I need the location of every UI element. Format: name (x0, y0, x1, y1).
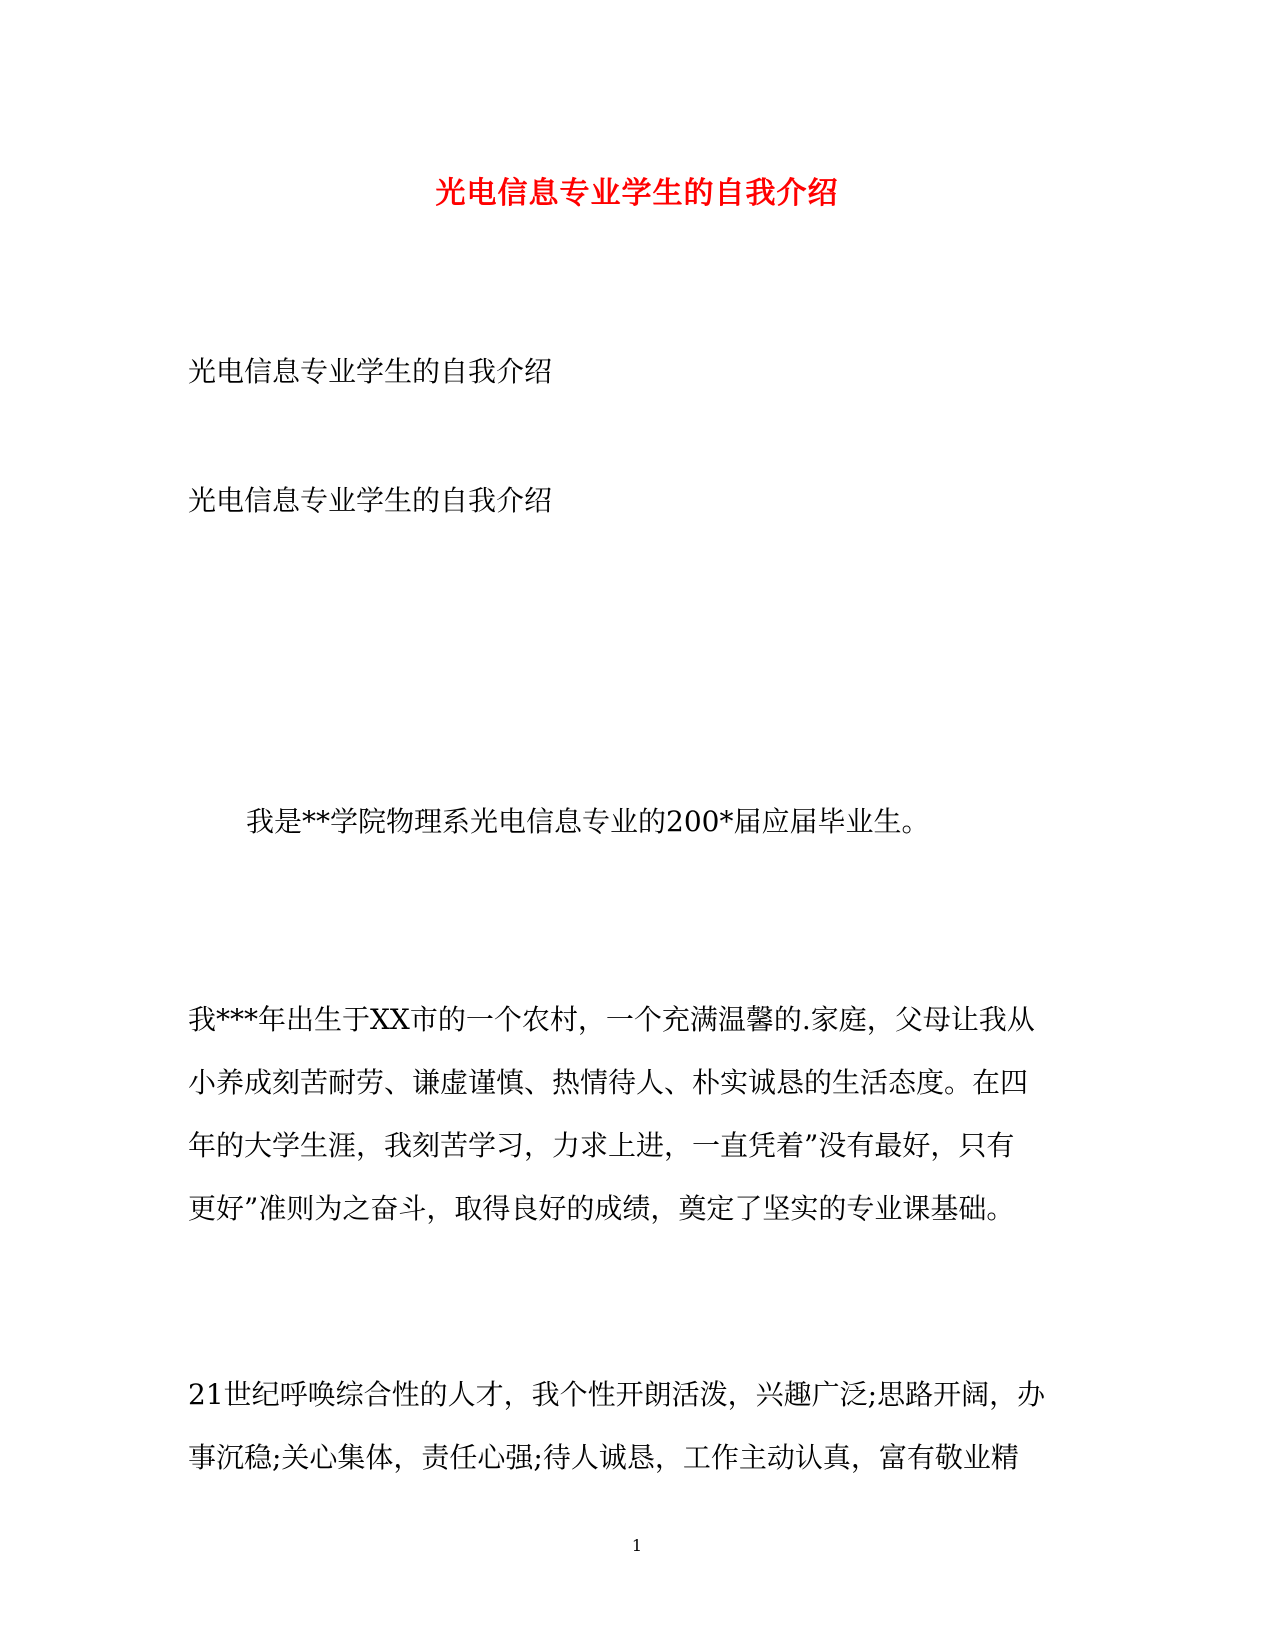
paragraph-background (188, 988, 1088, 1240)
page-number: 1 (631, 1536, 643, 1555)
paragraph-line: 年的大学生涯，我刻苦学习，力求上进，一直凭着”没有最好，只有 (188, 1129, 1015, 1162)
paragraph-line: 小养成刻苦耐劳、谦虚谨慎、热情待人、朴实诚恳的生活态度。在四 (188, 1066, 1029, 1099)
paragraph-line: 21世纪呼唤综合性的人才，我个性开朗活泼，兴趣广泛;思路开阔，办 (188, 1378, 1046, 1411)
paragraph-personality (188, 1363, 1088, 1489)
paragraph-line: 更好”准则为之奋斗，取得良好的成绩，奠定了坚实的专业课基础。 (188, 1192, 1015, 1225)
document-title: 光电信息专业学生的自我介绍 (435, 176, 839, 211)
document-subtitle-2: 光电信息专业学生的自我介绍 (188, 484, 553, 517)
document-subtitle-1: 光电信息专业学生的自我介绍 (188, 355, 553, 388)
paragraph-intro (246, 790, 1146, 853)
paragraph-line: 我***年出生于XX市的一个农村，一个充满温馨的.家庭，父母让我从 (188, 1003, 1035, 1036)
paragraph-line: 事沉稳;关心集体，责任心强;待人诚恳，工作主动认真，富有敬业精 (188, 1441, 1019, 1474)
paragraph-line: 我是**学院物理系光电信息专业的200*届应届毕业生。 (246, 805, 930, 838)
